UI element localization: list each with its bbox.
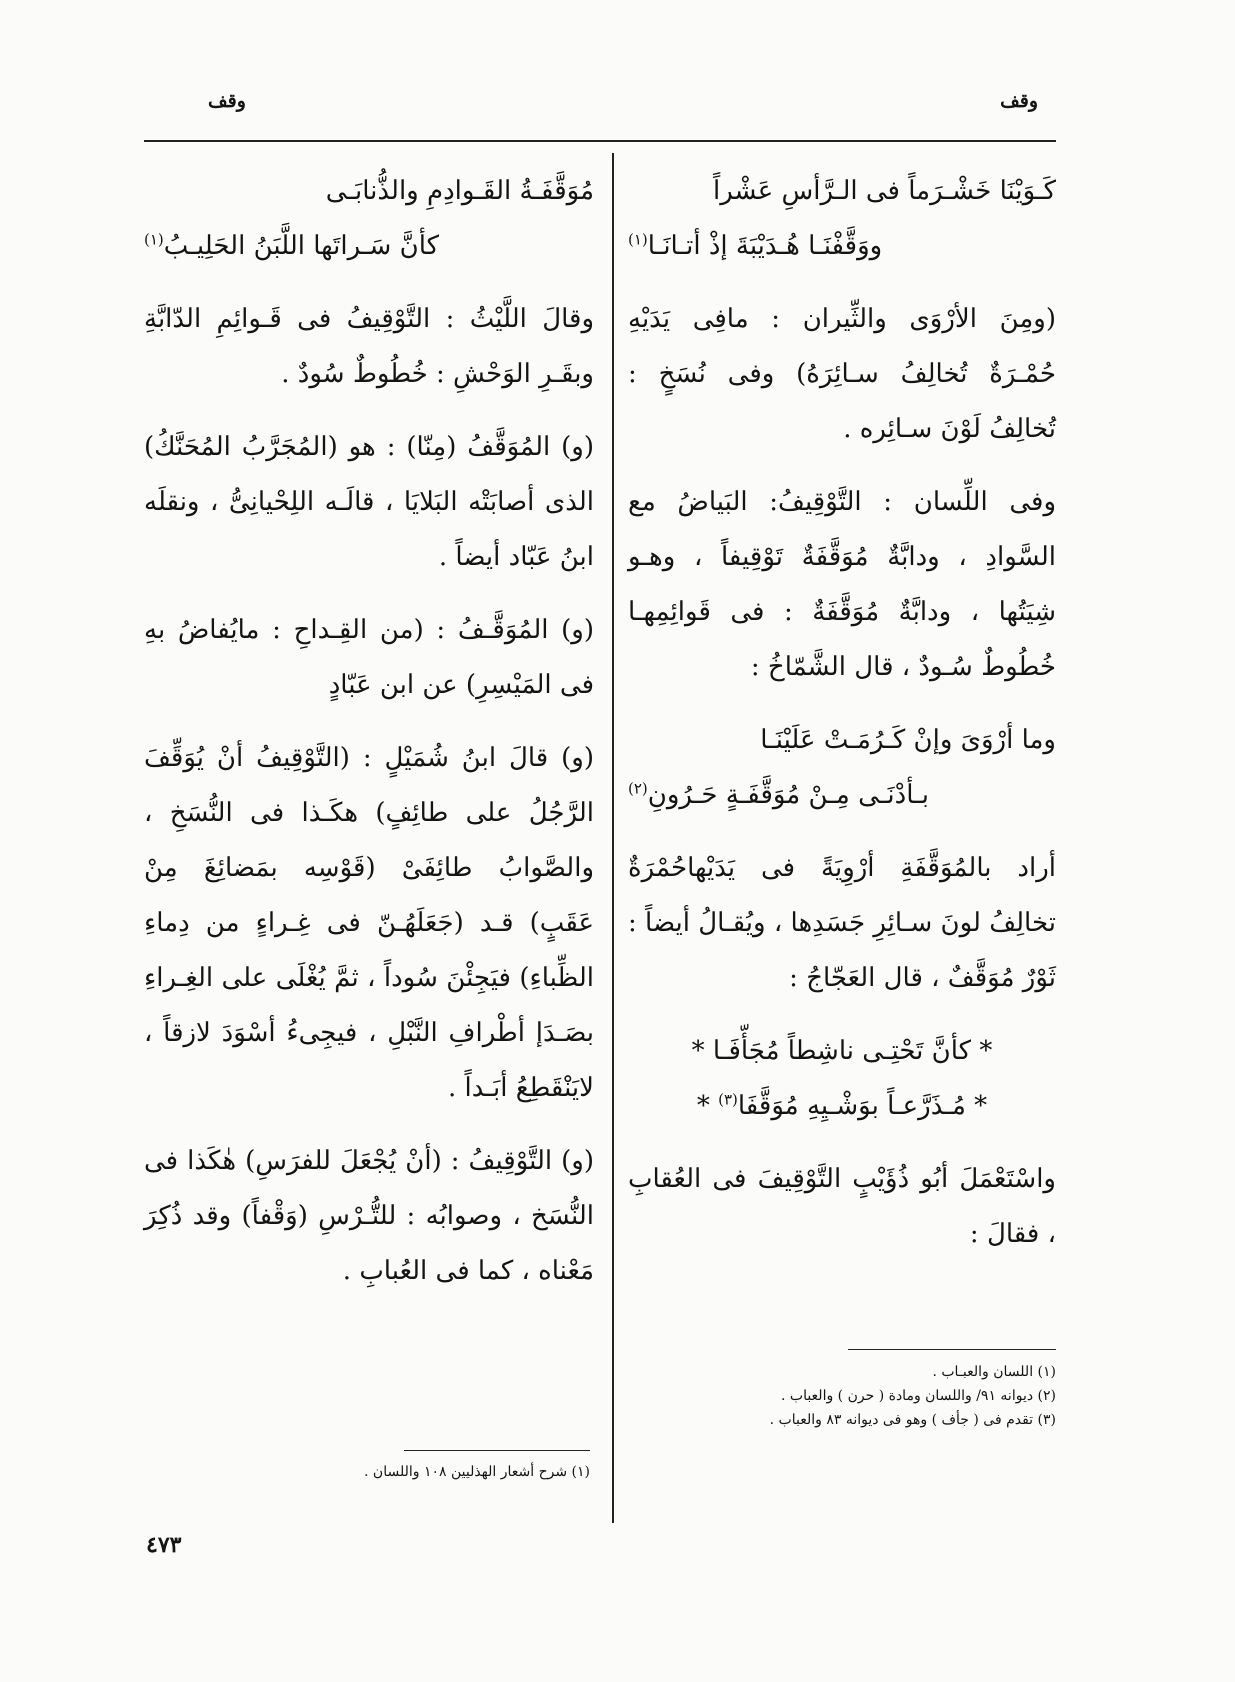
poem-couplet-1 [628, 164, 1056, 274]
footnote-marker: (١) [628, 230, 648, 249]
footnote-marker: (١) [144, 230, 164, 249]
paragraph: (و) المُوَقَّـفُ : (من القِـداحِ : مايُفاضُ بهِ فى المَيْسِرِ) عن ابن عَبّادٍ [144, 615, 594, 700]
right-column [628, 164, 1056, 1280]
verse-text: بـأدْنَـى مِـنْ مُوَقَّفَـةٍ حَـرُونِ [647, 780, 929, 810]
paragraph: وفى اللِّسان : التَّوْقِيفُ: البَياضُ مع السَّوادِ ، ودابَّةٌ مُوَقَّفَةٌ تَوْقِيفاً ، وهـو شِيَتُها ، ودابَّةٌ مُوَقَّفَةٌ : فى قَوائِمِهـا خُطُوطٌ سُـودٌ ، قال الشَّمّاخُ : [628, 487, 1056, 682]
running-header-right: وقف [1000, 90, 1038, 112]
paragraph: (و) التَّوْقِيفُ : (أنْ يُجْعَلَ للفرَسِ) هٰكَذا فى النُّسَخ ، وصوابُه : للتُّـرْسِ (وَقْفاً) وقد ذُكِرَ مَعْناه ، كما فى العُبابِ . [144, 1146, 594, 1286]
footnotes-right [650, 1360, 1056, 1432]
verse-line: * كأنَّ تَحْتِـى ناشِطاً مُجَأّفَـا * [691, 1036, 993, 1066]
footnotes-left [226, 1460, 590, 1484]
footnote-rule-left [404, 1450, 590, 1451]
header-rule [144, 140, 1056, 142]
footnote-rule-right [848, 1349, 1056, 1350]
verse-line: مُوَقَّفَـةُ القَـوادِمِ والذُّنابَـى [325, 176, 594, 206]
paragraph: (و) قالَ ابنُ شُمَيْلٍ : (التَّوْقِيفُ أنْ يُوَقِّفَ الرَّجُلُ على طائِفٍ) هكَـذا فى النُّسَخِ ، والصَّوابُ طائِفَىْ (قَوْسِه بمَضائِغَ مِنْ عَقَبٍ) قـد (جَعَلَهُـنّ فى غِـراءٍ من دِماءِ الظِّباءِ) فيَجِئْنَ سُوداً ، ثمَّ يُغْلَى على الغِـراءِ بصَـدَإ أطْرافِ النَّبْلِ ، فيجِىءُ أسْوَدَ لازقاً ، لايَنْقَطِعُ أبَـداً . [144, 743, 594, 1103]
footnote-marker: (٣) [718, 1090, 738, 1109]
verse-line [628, 768, 1056, 823]
rajaz-verses [628, 1024, 1056, 1134]
verse-line: كَـوَيْنَا خَشْـرَماً فى الـرَّأسِ عَشْراً [712, 176, 1056, 206]
footnote-marker: (٢) [628, 779, 648, 798]
verse-text: * مُـذَرَّعـاً بوَشْـيِهِ مُوَقَّفَا [737, 1091, 988, 1121]
left-column [144, 164, 594, 1317]
verse-line: وما أرْوَىَ وإنْ كَـرُمَـتْ عَلَيْنَـا [760, 725, 1056, 755]
footnote: (١) شرح أشعار الهذليين ١٠٨ واللسان . [364, 1464, 590, 1480]
verse-text: ووَقَّفْنَـا هُـدَيْبَةَ إذْ أتـانَـا [647, 231, 883, 261]
paragraph: أراد بالمُوَقَّفَةِ أرْوِيَةً فى يَدَيْهاحُمْرَةٌ تخالِفُ لونَ سـائِرِ جَسَدِها ، ويُقـالُ أيضاً : ثَوْرٌ مُوَقَّفٌ ، قال العَجّاجُ : [628, 853, 1056, 993]
paragraph: وقالَ اللَّيْثُ : التَّوْقِيفُ فى قَـوائِمِ الدّابَّةِ وبقَـرِ الوَحْشِ : خُطُوطٌ سُودٌ . [144, 304, 594, 389]
footnote: (١) اللسان والعبـاب . [932, 1364, 1056, 1380]
paragraph: واسْتَعْمَلَ أبُو ذُؤَيْبٍ التَّوْقِيفَ فى العُقابِ ، فقالَ : [628, 1164, 1056, 1249]
poem-couplet-3 [144, 164, 594, 274]
column-separator [612, 153, 614, 1523]
footnote: (٢) ديوانه ٩١/ واللسان ومادة ( حرن ) والعباب . [780, 1388, 1056, 1404]
paragraph: (و) المُوَقَّفُ (مِنّا) : هو (المُجَرَّبُ المُحَنَّكُ) الذى أصابَتْه البَلايَا ، قالَـه اللِحْيانِىُّ ، ونقلَه ابنُ عَبّاد أيضاً . [144, 432, 594, 572]
poem-couplet-2 [628, 713, 1056, 823]
footnote: (٣) تقدم فى ( جأف ) وهو فى ديوانه ٨٣ والعباب . [769, 1412, 1056, 1428]
verse-text: كأنَّ سَـراتَها اللَّبَنُ الحَلِيـبُ [163, 231, 440, 261]
paragraph: (ومِنَ الأرْوَى والثِّيران : مافِى يَدَيْهِ حُمْـرَةٌ تُخالِفُ سـائِرَهُ) وفى نُسَخٍ : تُخالِفُ لَوْنَ سـائِره . [628, 304, 1056, 444]
page-number: ٤٧٣ [146, 1532, 182, 1558]
verse-line [628, 219, 1056, 274]
verse-line [628, 1079, 1056, 1134]
running-header-left: وقف [208, 90, 246, 112]
verse-end-mark: * [696, 1091, 719, 1121]
verse-line [144, 219, 594, 274]
